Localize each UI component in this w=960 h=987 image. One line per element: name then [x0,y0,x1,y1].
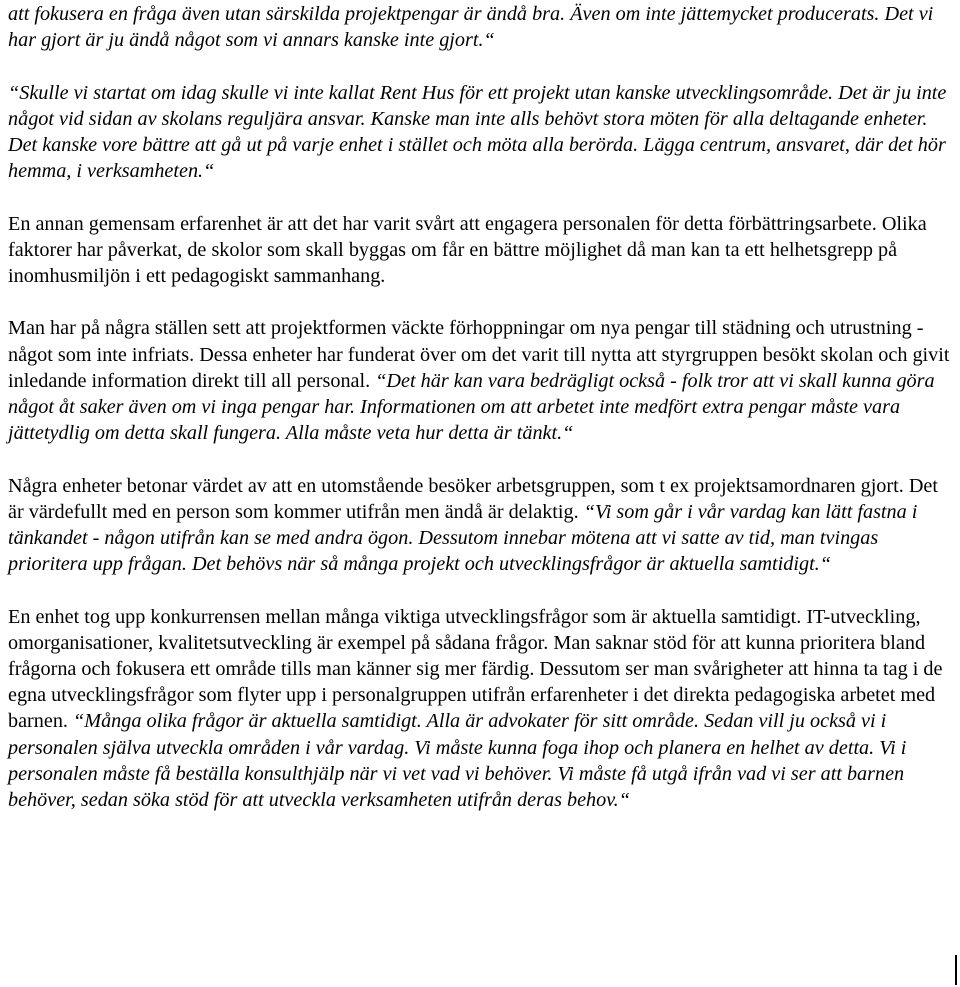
paragraph [8,315,952,446]
paragraph [8,473,952,578]
quote-text: “Många olika frågor är aktuella samtidigt. Alla är advokater för sitt område. Sedan vill ju också vi i personalen själva utveckla områden i vår vardag. Vi måste kunna foga ihop och planera en helhet av detta. Vi i personalen måste få beställa konsulthjälp när vi vet vad vi behöver. Vi måste få utgå ifrån vad vi ser att barnen behöver, sedan söka stöd för att utveckla verksamheten utifrån deras behov.“ [8,710,907,812]
body-text: Några enheter betonar värdet av att en utomstående besöker arbetsgruppen, som t ex projektsamordnaren gjort. Det är värdefullt med en person som kommer utifrån men ändå är delaktig. [8,474,938,523]
quote-text: att fokusera en fråga även utan särskilda projektpengar är ändå bra. Även om inte jättemycket producerats. Det vi har gjort är ju ändå något som vi annars kanske inte gjort.“ [8,3,934,52]
paragraph [8,211,952,290]
paragraph [8,604,952,814]
paragraph [8,1,952,53]
document-page [8,0,952,839]
body-text: Man har på några ställen sett att projektformen väckte förhoppningar om nya pengar till städning och utrustning - något som inte infriats. Dessa enheter har funderat över om det varit till nytta att styrgruppen besökt skolan och givit inledande information direkt till all personal. [8,317,950,392]
paragraph [8,80,952,185]
quote-text: “Skulle vi startat om idag skulle vi inte kallat Rent Hus för ett projekt utan kanske utvecklingsområde. Det är ju inte något vid sidan av skolans reguljära ansvar. Kanske man inte alls behövt stora möten för alla deltagande enheter. Det kanske vore bättre att gå ut på varje enhet i stället och möta alla berörda. Lägga centrum, ansvaret, där det hör hemma, i verksamheten.“ [8,81,947,183]
quote-text: “Vi som går i vår vardag kan lätt fastna i tänkandet - någon utifrån kan se med andra ögon. Dessutom innebar mötena att vi satte av tid, man tvingas prioritera upp frågan. Det behövs när så många projekt och utvecklingsfrågor är aktuella samtidigt.“ [8,500,918,576]
quote-text: “Det här kan vara bedrägligt också - folk tror att vi skall kunna göra något åt saker även om vi inga pengar har. Informationen om att arbetet inte medfört extra pengar måste vara jättetydlig om detta skall fungera. Alla måste veta hur detta är tänkt.“ [8,369,935,445]
body-text: En enhet tog upp konkurrensen mellan många viktiga utvecklingsfrågor som är aktuella samtidigt. IT-utveckling, omorganisationer, kvalitetsutveckling är exempel på sådana frågor. Man saknar stöd för att kunna prioritera bland frågorna och fokusera ett område tills man känner sig mer färdig. Dessutom ser man svårigheter att hinna ta tag i de egna utvecklingsfrågor som flyter upp i personalgruppen utifrån erfarenheter i det direkta pedagogiska arbetet med barnen. [8,605,943,733]
margin-change-bar [955,955,957,985]
body-text: En annan gemensam erfarenhet är att det har varit svårt att engagera personalen för detta förbättringsarbete. Olika faktorer har påverkat, de skolor som skall byggas om får en bättre möjlighet då man kan ta ett helhetsgrepp på inomhusmiljön i ett pedagogiskt sammanhang. [8,212,927,287]
